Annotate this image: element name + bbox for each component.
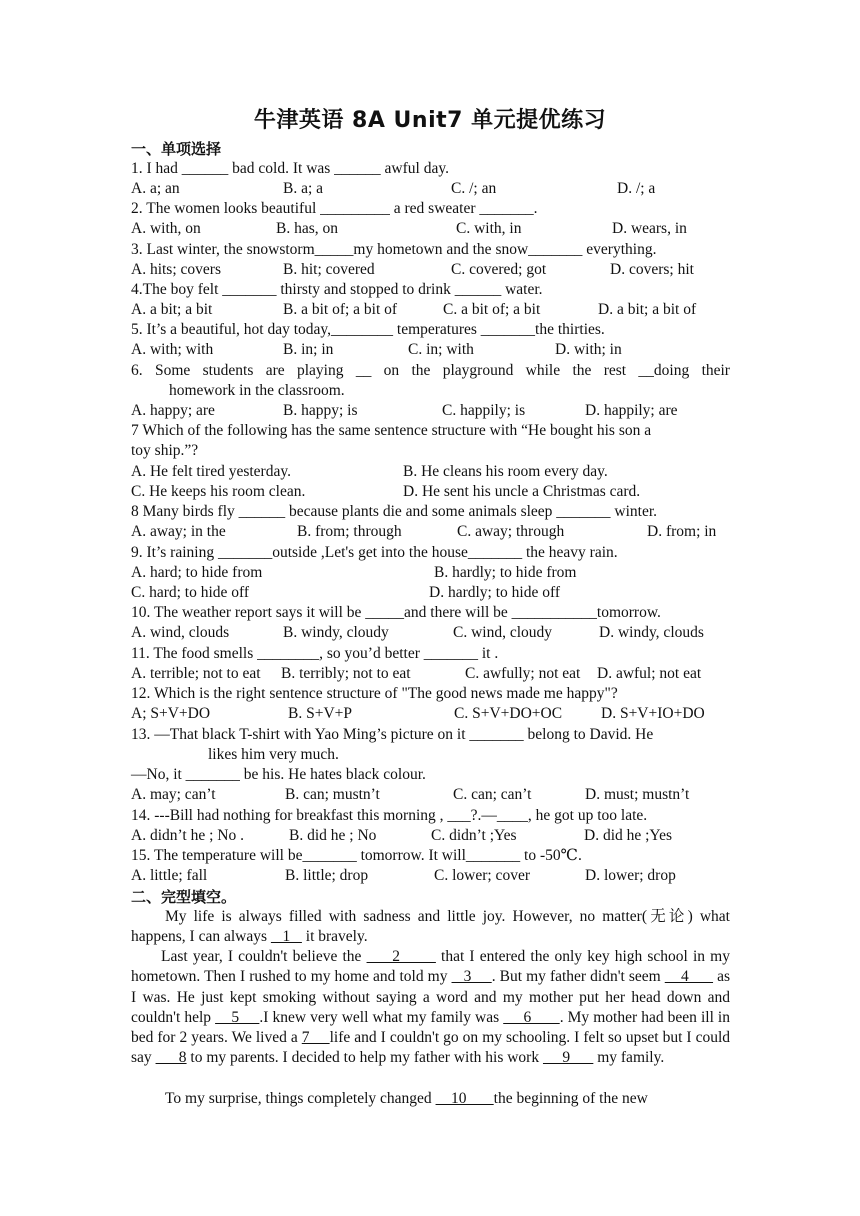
option-d: D. /; a: [617, 180, 656, 197]
stem-word: while: [525, 362, 561, 379]
option-c: C. awfully; not eat: [465, 665, 581, 682]
question-stem-continuation: homework in the classroom.: [169, 382, 345, 399]
option-a: A. hits; covers: [131, 261, 221, 278]
cloze-text: Last year, I couldn't believe the: [161, 948, 367, 965]
question-stem: 8 Many birds fly ______ because plants die and some animals sleep _______ winter.: [131, 503, 658, 520]
cloze-text: as I was. He just kept smoking without saying a word and my mother put her head down and couldn't help: [131, 968, 731, 1026]
option-b: B. terribly; not to eat: [281, 665, 411, 682]
stem-word: rest: [603, 362, 627, 379]
option-c: C. He keeps his room clean.: [131, 483, 306, 500]
option-b: B. did he ; No: [289, 827, 377, 844]
question-stem: 7 Which of the following has the same sentence structure with “He bought his son a: [131, 422, 652, 439]
option-c: C. lower; cover: [434, 867, 530, 884]
question-stem: 2. The women looks beautiful _________ a red sweater _______.: [131, 200, 538, 217]
cloze-blank: 3: [451, 968, 492, 986]
option-a: A. may; can’t: [131, 786, 216, 803]
section-heading-multiple-choice: 一、单项选择: [131, 140, 222, 158]
option-b: B. little; drop: [285, 867, 369, 884]
option-d: D. hardly; to hide off: [429, 584, 561, 601]
question-stem: 1. I had ______ bad cold. It was ______ awful day.: [131, 160, 449, 177]
option-b: B. windy, cloudy: [283, 624, 389, 641]
option-d: D. wears, in: [612, 220, 687, 237]
question-stem-continuation: likes him very much.: [208, 746, 339, 763]
stem-word: Some: [154, 362, 191, 379]
stem-word: 6.: [131, 362, 143, 379]
question-stem: [131, 361, 730, 381]
option-d: D. must; mustn’t: [585, 786, 690, 803]
cloze-blank: 1: [270, 928, 302, 946]
option-a: A. He felt tired yesterday.: [131, 463, 291, 480]
option-d: D. happily; are: [585, 402, 678, 419]
cloze-text: it bravely.: [301, 928, 368, 946]
option-d: D. awful; not eat: [597, 665, 702, 682]
option-a: A. a bit; a bit: [131, 301, 213, 318]
option-c: C. can; can’t: [453, 786, 532, 803]
stem-word: playground: [442, 362, 514, 379]
cloze-paragraph: [131, 1089, 730, 1109]
option-d: D. covers; hit: [610, 261, 694, 278]
option-a: A; S+V+DO: [131, 705, 211, 722]
cloze-blank: 6: [503, 1008, 560, 1026]
question-stem-continuation: toy ship.”?: [131, 442, 199, 459]
option-a: A. with; with: [131, 341, 214, 358]
stem-word: students: [202, 362, 254, 379]
question-reply: —No, it _______ be his. He hates black colour.: [131, 766, 426, 783]
option-c: C. happily; is: [442, 402, 526, 419]
option-b: B. in; in: [283, 341, 334, 358]
cloze-blank: 7: [301, 1029, 330, 1047]
option-d: D. with; in: [555, 341, 622, 358]
option-b: B. a bit of; a bit of: [283, 301, 398, 318]
option-d: D. windy, clouds: [599, 624, 704, 641]
option-a: A. wind, clouds: [131, 624, 230, 641]
question-stem: 5. It’s a beautiful, hot day today,________ temperatures _______the thirties.: [131, 321, 605, 338]
question-stem: 4.The boy felt _______ thirsty and stopped to drink ______ water.: [131, 281, 543, 298]
option-c: C. away; through: [457, 523, 565, 540]
option-a: A. little; fall: [131, 867, 208, 884]
option-d: D. S+V+IO+DO: [601, 705, 705, 722]
option-b: B. from; through: [297, 523, 402, 540]
question-stem: 9. It’s raining _______outside ,Let's get into the house_______ the heavy rain.: [131, 544, 618, 561]
stem-word: the: [572, 362, 592, 379]
cloze-blank: 9: [542, 1049, 594, 1067]
option-b: B. has, on: [276, 220, 338, 237]
option-a: A. a; an: [131, 180, 180, 197]
option-b: B. hit; covered: [283, 261, 375, 278]
question-stem: 11. The food smells ________, so you’d better _______ it .: [131, 645, 499, 662]
option-d: D. lower; drop: [585, 867, 676, 884]
question-stem: 12. Which is the right sentence structure of "The good news made me happy"?: [131, 685, 618, 702]
option-a: A. terrible; not to eat: [131, 665, 261, 682]
cloze-text: the beginning of the new: [493, 1090, 648, 1107]
cloze-blank: 2: [366, 948, 436, 965]
cloze-blank: 8: [155, 1049, 187, 1067]
option-c: C. in; with: [408, 341, 474, 358]
option-c: C. hard; to hide off: [131, 584, 250, 601]
option-c: C. didn’t ;Yes: [431, 827, 517, 844]
option-a: A. didn’t he ; No .: [131, 827, 244, 844]
page-title: 牛津英语 8A Unit7 单元提优练习: [253, 108, 607, 133]
option-b: B. can; mustn’t: [285, 786, 380, 803]
section-heading-cloze: 二、完型填空。: [131, 888, 237, 906]
option-d: D. a bit; a bit of: [598, 301, 697, 318]
cloze-paragraph: [131, 947, 730, 1069]
cloze-text: My life is always filled with sadness and little joy. However, no matter(无论) what happens, I can always: [131, 908, 730, 946]
option-b: B. a; a: [283, 180, 324, 197]
option-b: B. S+V+P: [288, 705, 353, 722]
stem-word: playing: [296, 362, 344, 379]
cloze-text: . My mother had been ill in bed for 2 years. We lived a: [131, 1008, 730, 1047]
question-stem: 3. Last winter, the snowstorm_____my hometown and the snow_______ everything.: [131, 241, 657, 258]
option-c: C. a bit of; a bit: [443, 301, 541, 318]
cloze-text: .I knew very well what my family was: [259, 1008, 504, 1026]
option-d: D. He sent his uncle a Christmas card.: [403, 483, 641, 500]
cloze-text: my family.: [593, 1049, 665, 1067]
option-c: C. covered; got: [451, 261, 547, 278]
option-b: B. He cleans his room every day.: [403, 463, 608, 480]
option-c: C. /; an: [451, 180, 497, 197]
stem-word: on: [383, 362, 400, 379]
cloze-text: that I entered the only key high school in my hometown. Then I rushed to my home and told my: [131, 948, 730, 986]
option-c: C. with, in: [456, 220, 522, 237]
question-stem: 15. The temperature will be_______ tomorrow. It will_______ to -50℃.: [131, 847, 582, 864]
option-a: A. happy; are: [131, 402, 215, 419]
stem-word: their: [701, 362, 730, 379]
option-d: D. did he ;Yes: [584, 827, 672, 844]
cloze-text: . But my father didn't seem: [491, 968, 665, 986]
cloze-blank: 5: [215, 1008, 260, 1026]
question-stem: 10. The weather report says it will be _____and there will be ___________tomorrow.: [131, 604, 661, 621]
cloze-text: To my surprise, things completely changed: [165, 1090, 436, 1107]
stem-word: __: [355, 362, 372, 379]
option-b: B. happy; is: [283, 402, 358, 419]
stem-word: __doing: [638, 362, 690, 379]
option-a: A. hard; to hide from: [131, 564, 263, 581]
cloze-text: life and I couldn't go on my schooling. I felt so upset but I could say: [131, 1029, 731, 1067]
cloze-blank: 4: [664, 968, 714, 986]
option-a: A. away; in the: [131, 523, 226, 540]
option-d: D. from; in: [647, 523, 717, 540]
option-a: A. with, on: [131, 220, 201, 237]
stem-word: the: [411, 362, 431, 379]
cloze-paragraph: [131, 907, 730, 948]
cloze-text: to my parents. I decided to help my father with his work: [186, 1049, 543, 1067]
option-b: B. hardly; to hide from: [434, 564, 577, 581]
option-c: C. wind, cloudy: [453, 624, 553, 641]
question-stem: 14. ---Bill had nothing for breakfast this morning , ___?.—____, he got up too late.: [131, 807, 648, 824]
stem-word: are: [265, 362, 285, 379]
question-stem: 13. —That black T-shirt with Yao Ming’s picture on it _______ belong to David. He: [131, 726, 654, 743]
option-c: C. S+V+DO+OC: [454, 705, 563, 722]
cloze-blank: 10: [435, 1090, 494, 1107]
